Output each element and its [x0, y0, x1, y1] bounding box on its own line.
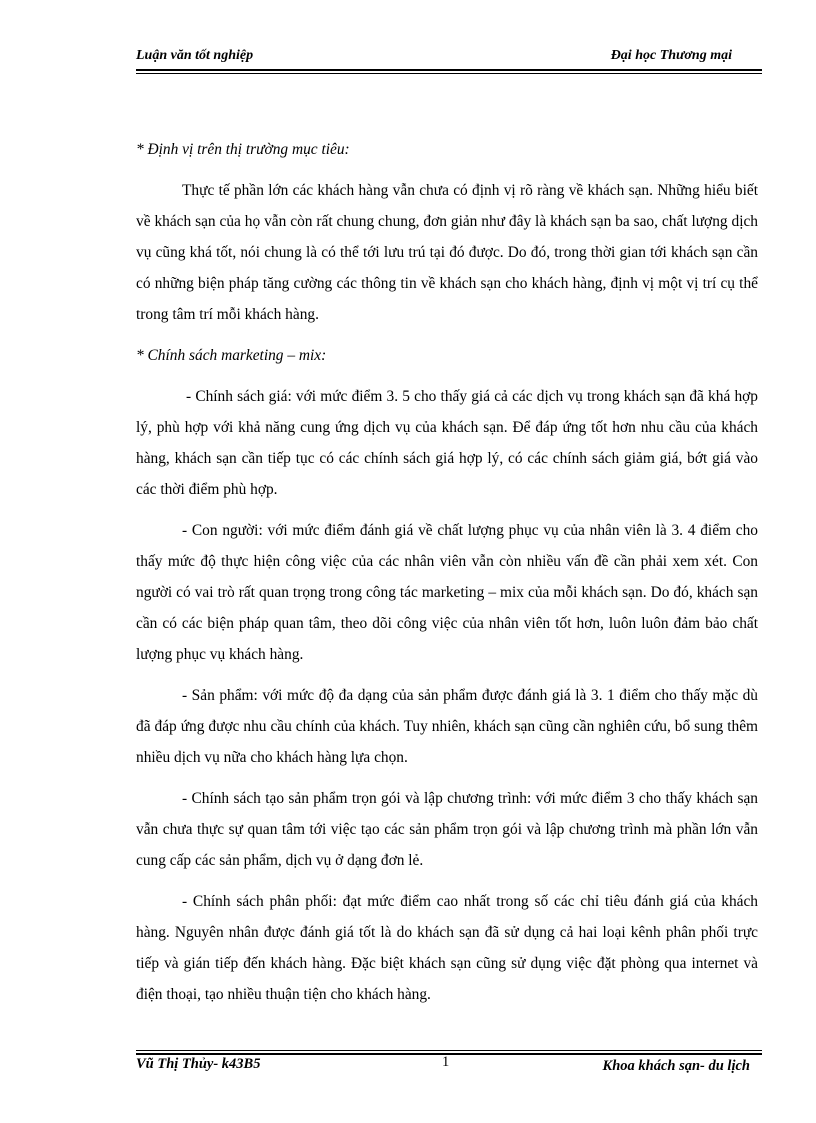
- header-divider: [136, 69, 762, 71]
- page-footer: [136, 1056, 762, 1078]
- paragraph-people: - Con người: với mức điểm đánh giá về chất lượng phục vụ của nhân viên là 3. 4 điểm cho thấy mức độ thực hiện công việc của các nhân viên vẫn còn nhiều vấn đề cần phải xem xét. Con người có vai trò rất quan trọng trong công tác marketing – mix của mỗi khách sạn. Do đó, khách sạn cần có các biện pháp quan tâm, theo dõi công việc của nhân viên tốt hơn, luôn luôn đảm bảo chất lượng phục vụ khách hàng.: [136, 522, 758, 663]
- header-university-label: Đại học Thương mại: [610, 48, 732, 63]
- page-body: [136, 134, 758, 1020]
- header-thesis-label: Luận văn tốt nghiệp: [136, 48, 254, 63]
- header-divider-thin: [136, 73, 762, 74]
- paragraph-packaging: - Chính sách tạo sản phẩm trọn gói và lập chương trình: với mức điểm 3 cho thấy khách sạn vẫn chưa thực sự quan tâm tới việc tạo các sản phẩm trọn gói và lập chương trình mà phần lớn vẫn cung cấp các sản phẩm, dịch vụ ở dạng đơn lẻ.: [136, 790, 758, 869]
- paragraph-product: - Sản phẩm: với mức độ đa dạng của sản phẩm được đánh giá là 3. 1 điểm cho thấy mặc dù đã đáp ứng được nhu cầu chính của khách. Tuy nhiên, khách sạn cũng cần nghiên cứu, bổ sung thêm nhiều dịch vụ nữa cho khách hàng lựa chọn.: [136, 687, 758, 766]
- footer-author: Vũ Thị Thủy- k43B5: [136, 1056, 261, 1072]
- page-number: 1: [442, 1054, 450, 1070]
- page-header: [136, 48, 760, 70]
- paragraph-pricing: - Chính sách giá: với mức điểm 3. 5 cho thấy giá cả các dịch vụ trong khách sạn đã khá hợp lý, phù hợp với khả năng cung ứng dịch vụ của khách sạn. Để đáp ứng tốt hơn nhu cầu của khách hàng, khách sạn cần tiếp tục có các chính sách giá hợp lý, có các chính sách giảm giá, bớt giá vào các thời điểm phù hợp.: [136, 388, 758, 498]
- section-heading-marketing-mix: * Chính sách marketing – mix:: [136, 347, 327, 364]
- footer-divider-thin: [136, 1050, 762, 1051]
- paragraph-distribution: - Chính sách phân phối: đạt mức điểm cao nhất trong số các chỉ tiêu đánh giá của khách hàng. Nguyên nhân được đánh giá tốt là do khách sạn đã sử dụng cả hai loại kênh phân phối trực tiếp và gián tiếp đến khách hàng. Đặc biệt khách sạn cũng sử dụng việc đặt phòng qua internet và điện thoại, tạo nhiều thuận tiện cho khách hàng.: [136, 893, 758, 1003]
- section-heading-positioning: * Định vị trên thị trường mục tiêu:: [136, 141, 350, 158]
- paragraph-positioning: Thực tế phần lớn các khách hàng vẫn chưa có định vị rõ ràng về khách sạn. Những hiểu biết về khách sạn của họ vẫn còn rất chung chung, đơn giản như đây là khách sạn ba sao, chất lượng dịch vụ cũng khá tốt, nói chung là có thể tới lưu trú tại đó được. Do đó, trong thời gian tới khách sạn cần có những biện pháp tăng cường các thông tin về khách sạn cho khách hàng, định vị một vị trí cụ thể trong tâm trí mỗi khách hàng.: [136, 182, 758, 323]
- footer-faculty: Khoa khách sạn- du lịch: [602, 1058, 750, 1074]
